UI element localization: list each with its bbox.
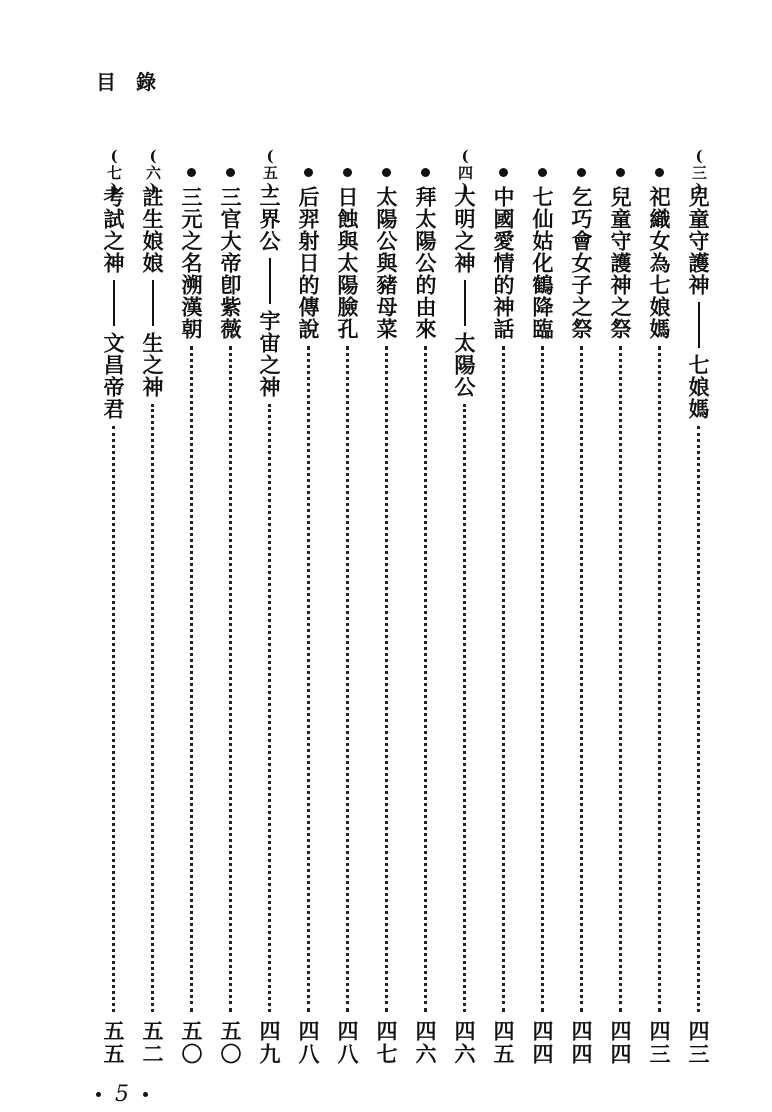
dot-leader: [229, 346, 232, 1012]
toc-entry-page-number: 五〇: [179, 1020, 204, 1066]
toc-entry-marker: [609, 158, 633, 186]
toc-entry-marker: [687, 146, 711, 198]
toc-entry-marker: [258, 146, 282, 198]
dot-leader: [307, 346, 310, 1012]
toc-entry: [211, 158, 250, 1066]
bullet-icon: [304, 168, 313, 177]
toc-entry-page-number: 五二: [140, 1020, 165, 1066]
toc-entry-page-number: 四三: [647, 1020, 672, 1066]
toc-entry-title: 兒童守護神: [686, 186, 711, 296]
toc-entry-subtitle: 生之神: [140, 332, 165, 398]
toc-entry-marker: [180, 158, 204, 186]
toc-entry-page-number: 四四: [608, 1020, 633, 1066]
toc-entry-marker: [570, 158, 594, 186]
toc-entry: [133, 146, 172, 1066]
toc-entry-title: 註生娘娘: [140, 186, 165, 274]
toc-entry-page-number: 四六: [413, 1020, 438, 1066]
toc-entry-title: 祀織女為七娘媽: [647, 186, 672, 340]
toc-entry-title: 三官大帝卽紫薇: [218, 186, 243, 340]
toc-entry: [601, 158, 640, 1066]
folio-page-number: 5: [115, 1082, 129, 1107]
toc-entry-title: 三元之名溯漢朝: [179, 186, 204, 340]
toc-entry-title: 七仙姑化鶴降臨: [530, 186, 555, 340]
bullet-icon: [343, 168, 352, 177]
bullet-icon: [616, 168, 625, 177]
toc-entry-subtitle: 宇宙之神: [257, 310, 282, 398]
toc-entry-page-number: 四七: [374, 1020, 399, 1066]
dot-leader: [502, 346, 505, 1012]
dot-leader: [346, 346, 349, 1012]
dot-leader: [580, 346, 583, 1012]
page-header-title: 目錄: [96, 70, 176, 94]
toc-entry-page-number: 四九: [257, 1020, 282, 1066]
bullet-icon: [655, 168, 664, 177]
toc-entry: [484, 158, 523, 1066]
toc-entry: [523, 158, 562, 1066]
toc-entry: [367, 158, 406, 1066]
dot-leader: [190, 346, 193, 1012]
toc-entry: [328, 158, 367, 1066]
bullet-icon: [382, 168, 391, 177]
toc-entry-page-number: 五〇: [218, 1020, 243, 1066]
toc-entry-title: 三界公: [257, 186, 282, 252]
section-number: (七): [105, 146, 123, 198]
dot-leader: [619, 346, 622, 1012]
toc-entry-page-number: 五五: [101, 1020, 126, 1066]
em-dash-separator: [113, 280, 115, 326]
toc-entry-marker: [141, 146, 165, 198]
section-number: (六): [144, 146, 162, 198]
toc-entry-marker: [336, 158, 360, 186]
toc-entry-marker: [414, 158, 438, 186]
toc-entry-page-number: 四八: [296, 1020, 321, 1066]
dot-leader: [151, 404, 154, 1012]
toc-entry-title: 大明之神: [452, 186, 477, 274]
toc-entry: [172, 158, 211, 1066]
toc-entry-marker: [648, 158, 672, 186]
toc-entry-title: 日蝕與太陽臉孔: [335, 186, 360, 340]
dot-leader: [268, 404, 271, 1012]
toc-entry-marker: [531, 158, 555, 186]
toc-entry-marker: [219, 158, 243, 186]
dot-leader: [385, 346, 388, 1012]
table-of-contents: [94, 146, 718, 1066]
dot-leader: [463, 404, 466, 1012]
toc-entry-title: 太陽公與豬母菜: [374, 186, 399, 340]
toc-entry-subtitle: 七娘媽: [686, 354, 711, 420]
toc-entry-title: 乞巧會女子之祭: [569, 186, 594, 340]
toc-entry-subtitle: 太陽公: [452, 332, 477, 398]
toc-entry-marker: [375, 158, 399, 186]
toc-entry-page-number: 四三: [686, 1020, 711, 1066]
toc-entry-marker: [453, 146, 477, 198]
dot-leader: [697, 426, 700, 1012]
dot-leader: [424, 346, 427, 1012]
toc-entry: [406, 158, 445, 1066]
em-dash-separator: [152, 280, 154, 326]
dot-leader: [112, 426, 115, 1012]
toc-entry-page-number: 四五: [491, 1020, 516, 1066]
section-number: (五): [261, 146, 279, 198]
section-number: (四): [456, 146, 474, 198]
toc-entry: [289, 158, 328, 1066]
toc-entry: [94, 146, 133, 1066]
dot-leader: [541, 346, 544, 1012]
toc-entry-marker: [297, 158, 321, 186]
toc-entry-marker: [492, 158, 516, 186]
em-dash-separator: [269, 258, 271, 304]
page-folio: [96, 1082, 148, 1107]
bullet-icon: [421, 168, 430, 177]
toc-entry-subtitle: 文昌帝君: [101, 332, 126, 420]
toc-entry-page-number: 四八: [335, 1020, 360, 1066]
toc-entry: [679, 146, 718, 1066]
toc-entry-page-number: 四六: [452, 1020, 477, 1066]
em-dash-separator: [464, 280, 466, 326]
toc-entry-marker: [102, 146, 126, 198]
toc-entry-title: 中國愛情的神話: [491, 186, 516, 340]
folio-dot-right: [143, 1092, 148, 1097]
toc-entry-page-number: 四四: [569, 1020, 594, 1066]
toc-entry: [640, 158, 679, 1066]
toc-entry-title: 兒童守護神之祭: [608, 186, 633, 340]
em-dash-separator: [698, 302, 700, 348]
toc-entry-title: 后羿射日的傳說: [296, 186, 321, 340]
toc-entry: [250, 146, 289, 1066]
section-number: (三): [690, 146, 708, 198]
toc-entry-title: 拜太陽公的由來: [413, 186, 438, 340]
bullet-icon: [577, 168, 586, 177]
bullet-icon: [499, 168, 508, 177]
dot-leader: [658, 346, 661, 1012]
bullet-icon: [226, 168, 235, 177]
toc-entry: [562, 158, 601, 1066]
toc-entry-title: 考試之神: [101, 186, 126, 274]
folio-dot-left: [96, 1092, 101, 1097]
toc-entry-page-number: 四四: [530, 1020, 555, 1066]
bullet-icon: [187, 168, 196, 177]
toc-entry: [445, 146, 484, 1066]
bullet-icon: [538, 168, 547, 177]
